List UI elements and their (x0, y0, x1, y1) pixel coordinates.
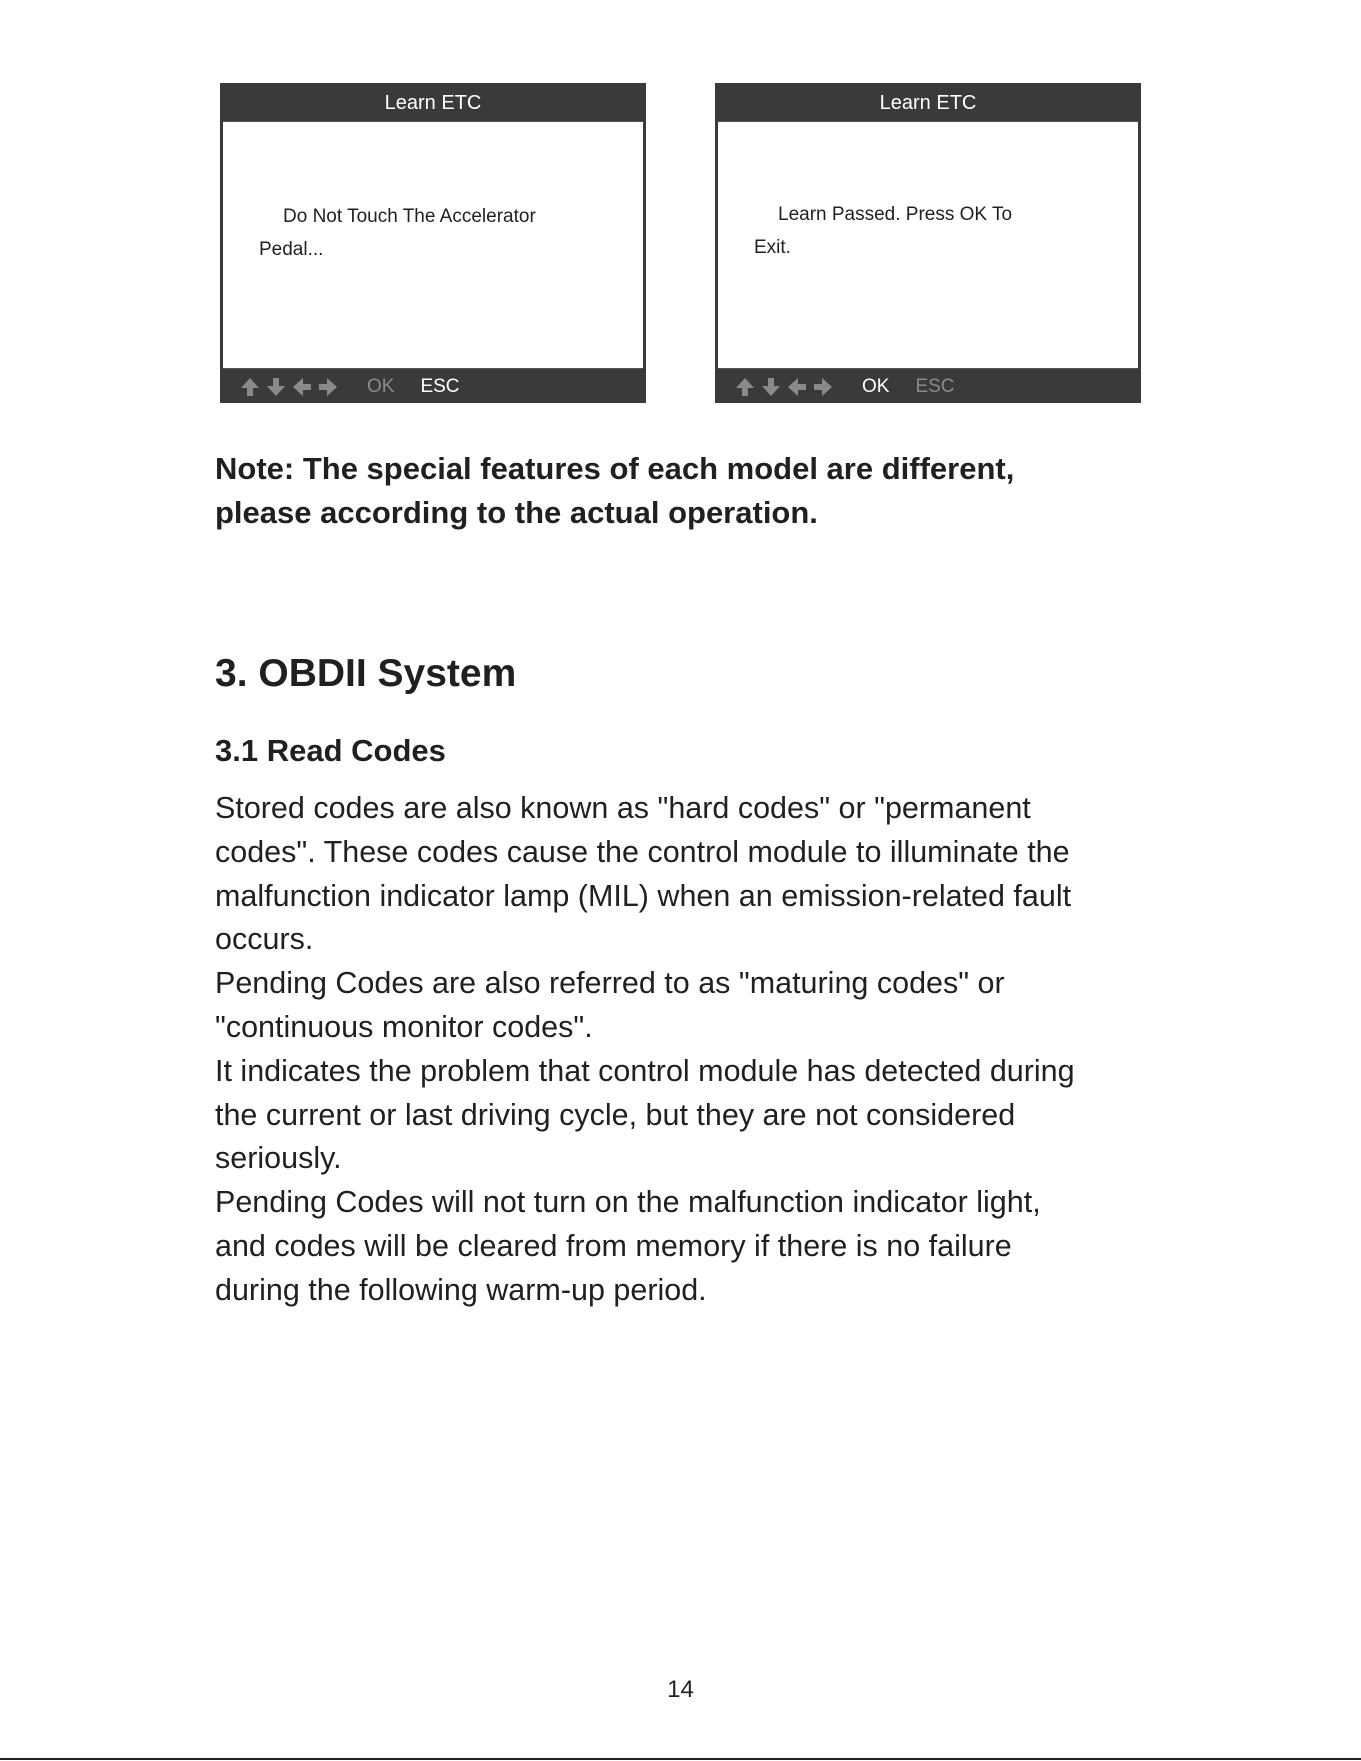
body-line: occurs. (215, 922, 314, 957)
bottom-rule (0, 1758, 1361, 1760)
section-heading: 3. OBDII System (215, 652, 517, 695)
body-line: seriously. (215, 1141, 342, 1176)
esc-key: ESC (915, 376, 955, 397)
screen-key-bar (718, 369, 1138, 405)
body-line: Stored codes are also known as "hard codes" or "permanent (215, 791, 1031, 825)
ok-key: OK (367, 376, 395, 397)
body-line: malfunction indicator lamp (MIL) when an emission-related fault (215, 878, 1072, 913)
note-line: Note: The special features of each model are different, (215, 451, 1015, 486)
device-screen-do-not-touch (220, 83, 646, 403)
subsection-heading: 3.1 Read Codes (215, 733, 446, 768)
arrow-right-icon (317, 376, 339, 398)
note-line: please according to the actual operation. (215, 495, 818, 530)
arrow-right-icon (812, 376, 834, 398)
page-number: 14 (667, 1676, 694, 1703)
body-line: during the following warm-up period. (215, 1272, 707, 1307)
arrow-left-icon (786, 376, 808, 398)
body-line: the current or last driving cycle, but they are not considered (215, 1097, 1016, 1132)
body-line: Pending Codes are also referred to as "maturing codes" or (215, 966, 1005, 1001)
arrow-up-icon (734, 376, 756, 398)
screen-title: Learn ETC (879, 92, 977, 114)
esc-key: ESC (420, 376, 460, 397)
body-paragraph (215, 787, 1155, 1313)
arrow-down-icon (265, 376, 287, 398)
screen-message-line: Exit. (754, 237, 791, 258)
screen-message (259, 200, 623, 266)
arrow-keys (734, 376, 838, 398)
screen-message-line: Do Not Touch The Accelerator (283, 206, 536, 227)
device-screen-learn-passed (715, 83, 1141, 403)
screen-message-line: Pedal... (259, 239, 324, 260)
screen-body (223, 121, 643, 369)
screen-message-line: Learn Passed. Press OK To (778, 204, 1013, 225)
body-line: and codes will be cleared from memory if there is no failure (215, 1228, 1012, 1263)
body-line: It indicates the problem that control module has detected during (215, 1053, 1075, 1088)
note-text (215, 447, 1145, 535)
body-line: Pending Codes will not turn on the malfunction indicator light, (215, 1185, 1041, 1220)
body-line: codes". These codes cause the control module to illuminate the (215, 834, 1070, 869)
arrow-up-icon (239, 376, 261, 398)
body-line: "continuous monitor codes". (215, 1009, 593, 1044)
arrow-keys (239, 376, 343, 398)
arrow-down-icon (760, 376, 782, 398)
screen-title: Learn ETC (384, 92, 482, 114)
screen-key-bar (223, 369, 643, 405)
ok-key: OK (862, 376, 890, 397)
screen-body (718, 121, 1138, 369)
screen-message (754, 198, 1118, 264)
arrow-left-icon (291, 376, 313, 398)
